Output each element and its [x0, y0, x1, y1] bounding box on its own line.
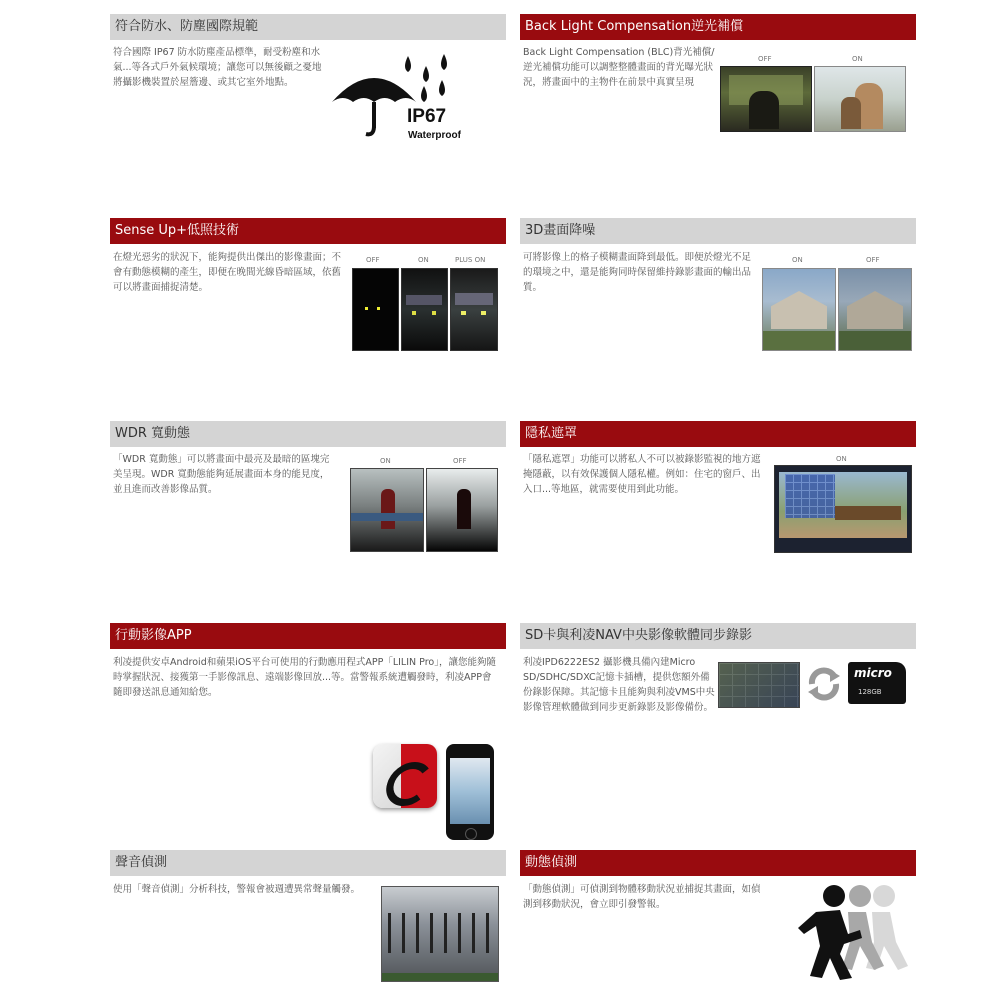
section-title: 行動影像APP: [110, 623, 506, 649]
section-title: 聲音偵測: [110, 850, 506, 876]
section-description: 利凌提供安卓Android和蘋果iOS平台可使用的行動應用程式APP「LILIN Pro」，讓您能夠隨時掌握狀況、接獲第一手影像訊息、遠端影像回放...等。當警報系統遭觸發時，利凌APP會隨即發送訊息通知給您。: [113, 657, 496, 698]
section-motion-detection: [520, 850, 916, 876]
label-plus-on: PLUS ON: [455, 256, 486, 264]
section-description: 「WDR 寬動態」可以將畫面中最亮及最暗的區塊完美呈現。WDR 寬動態能夠延展畫面本身的能見度，並且進而改善影像品質。: [113, 454, 330, 495]
card-size: 128GB: [858, 688, 882, 696]
label-off: OFF: [366, 256, 380, 264]
ip67-badge: IP67: [407, 106, 447, 127]
gym-image: [381, 886, 499, 982]
section-title: SD卡與利凌NAV中央影像軟體同步錄影: [520, 623, 916, 649]
section-description: 可將影像上的格子模糊畫面降到最低。即便於燈光不足的環境之中，還是能夠同時保留維持錄影畫面的輸出品質。: [523, 252, 752, 293]
section-blc: [520, 14, 916, 40]
label-on: ON: [418, 256, 429, 264]
section-wdr: [110, 421, 506, 447]
section-title: 動態偵測: [520, 850, 916, 876]
section-title: Back Light Compensation逆光補償: [520, 14, 916, 40]
section-description: 符合國際 IP67 防水防塵產品標準，耐受粉塵和水氣...等各式戶外氣候環境；讓您可以無後顧之憂地將攝影機裝置於屋簷邊、或其它室外地點。: [113, 47, 322, 88]
lilin-app-icon: [373, 744, 437, 808]
section-title: 3D畫面降噪: [520, 218, 916, 244]
section-waterproof: [110, 14, 506, 40]
senseup-plus-on-image: [450, 268, 498, 351]
microsd-card-icon: [848, 662, 906, 704]
privacy-mask-image: [774, 465, 912, 553]
label-on: ON: [380, 457, 391, 465]
section-description: 利凌IPD6222ES2 攝影機具備內建Micro SD/SDHC/SDXC記憶卡插槽，提供您額外備份錄影保障。其記憶卡且能夠與利凌VMS中央影像管理軟體做到同步更新錄影及影像備份。: [523, 657, 715, 713]
section-title: 隱私遮罩: [520, 421, 916, 447]
senseup-on-image: [401, 268, 448, 351]
blc-off-image: [720, 66, 812, 132]
senseup-off-image: [352, 268, 399, 351]
label-off: OFF: [758, 55, 772, 63]
vms-grid-image: [718, 662, 800, 708]
label-on: ON: [792, 256, 803, 264]
3dnr-on-image: [762, 268, 836, 351]
section-sd-card: [520, 623, 916, 649]
section-title: 符合防水、防塵國際規範: [110, 14, 506, 40]
blc-on-image: [814, 66, 906, 132]
label-on: ON: [852, 55, 863, 63]
section-description: 在燈光惡劣的狀況下，能夠提供出傑出的影像畫面；不會有動態模糊的產生，即便在晚間光線昏暗區域，依舊可以將畫面捕捉清楚。: [113, 252, 342, 293]
card-brand: micro: [854, 666, 892, 680]
section-description: Back Light Compensation (BLC)背光補償/逆光補償功能可以調整整體畫面的背光曝光狀況，將畫面中的主物件在前景中真實呈現: [523, 47, 715, 88]
running-figure-icon: [786, 884, 912, 982]
sync-icon: [804, 664, 844, 704]
section-title: WDR 寬動態: [110, 421, 506, 447]
waterproof-label: Waterproof: [408, 130, 461, 141]
section-senseup: [110, 218, 506, 244]
section-3dnr: [520, 218, 916, 244]
smartphone-icon: [446, 744, 494, 840]
label-on: ON: [836, 455, 847, 463]
label-off: OFF: [453, 457, 467, 465]
section-description: 「隱私遮罩」功能可以將私人不可以被錄影監視的地方遮掩隱蔽，以有效保護個人隱私權。例如：住宅的窗戶、出入口...等地區，就需要使用到此功能。: [523, 454, 761, 495]
section-description: 使用「聲音偵測」分析科技，警報會被週遭異常聲量觸發。: [113, 884, 361, 895]
section-privacy-mask: [520, 421, 916, 447]
section-title: Sense Up+低照技術: [110, 218, 506, 244]
section-mobile-app: [110, 623, 506, 649]
section-description: 「動態偵測」可偵測到物體移動狀況並捕捉其畫面，如偵測到移動狀況，會立即引發警報。: [523, 884, 761, 910]
wdr-on-image: [350, 468, 424, 552]
label-off: OFF: [866, 256, 880, 264]
section-audio-detection: [110, 850, 506, 876]
wdr-off-image: [426, 468, 498, 552]
3dnr-off-image: [838, 268, 912, 351]
